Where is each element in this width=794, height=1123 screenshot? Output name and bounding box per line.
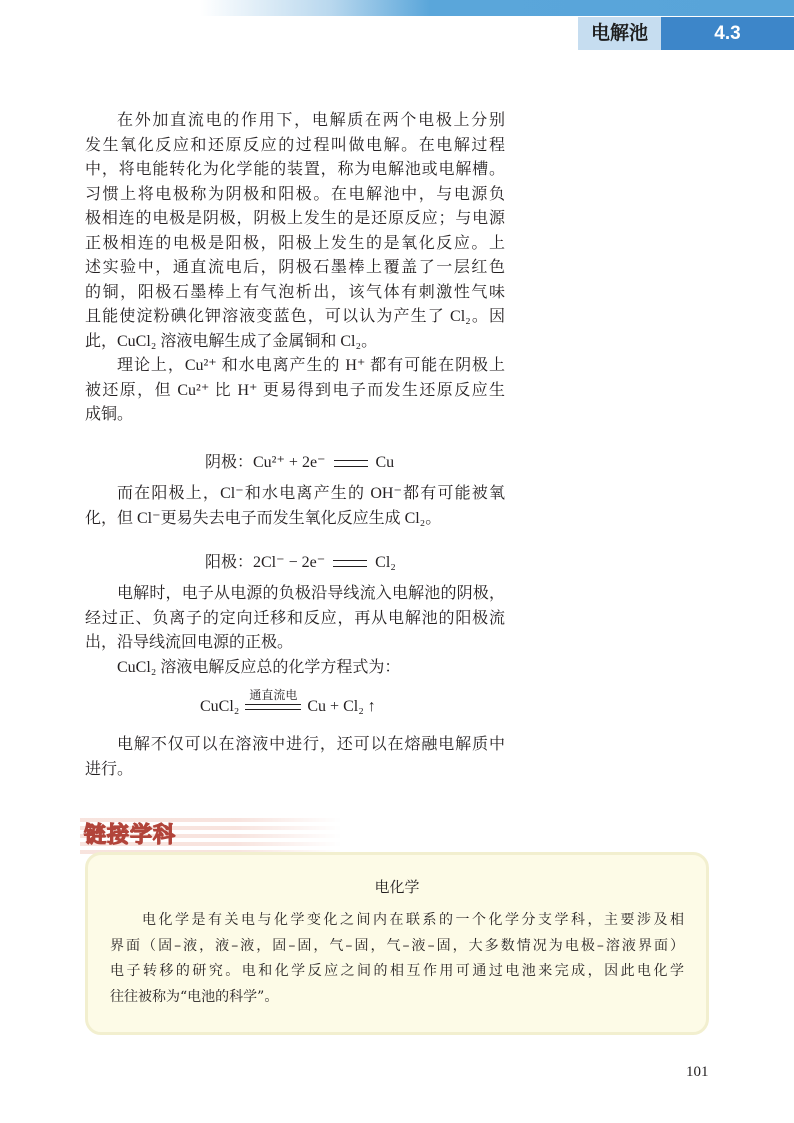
text-line: 习惯上将电极称为阴极和阳极。在电解池中，与电源负 — [85, 185, 505, 203]
text-line: 化，但 Cl⁻更易失去电子而发生氧化反应生成 Cl₂。 — [85, 509, 442, 527]
section-number: 4.3 — [661, 17, 794, 50]
text-line: 电子转移的研究。电和化学反应之间的相互作用可通过电池来完成，因此电化学 — [110, 963, 684, 979]
equation-right: Cu + Cl₂ ↑ — [307, 698, 376, 715]
text-line: 而在阳极上，Cl⁻和水电离产生的 OH⁻都有可能被氧 — [117, 485, 505, 502]
text-line: 的铜，阳极石墨棒上有气泡析出，该气体有刺激性气味 — [85, 283, 505, 301]
equation-left: CuCl₂ — [200, 698, 240, 715]
text-line: CuCl₂ 溶液电解反应总的化学方程式为： — [117, 658, 401, 676]
sidebar-banner-title: 链接学科 — [84, 823, 177, 848]
sidebar-title: 电化学 — [374, 878, 420, 896]
equation-left: 阳极：2Cl⁻ − 2e⁻ — [205, 554, 326, 571]
text-line: 此，CuCl₂ 溶液电解生成了金属铜和 Cl₂。 — [85, 332, 378, 350]
text-line: 进行。 — [85, 760, 134, 778]
text-line: 极相连的电极是阴极，阴极上发生的是还原反应；与电源 — [85, 210, 505, 227]
text-line: 经过正、负离子的定向迁移和反应，再从电解池的阳极流 — [85, 609, 505, 627]
equation-right: Cl₂ — [375, 554, 396, 571]
paragraph-anode — [85, 482, 505, 531]
equation-cathode — [205, 449, 394, 472]
text-line: 理论上，Cu²⁺ 和水电离产生的 H⁺ 都有可能在阴极上 — [117, 357, 505, 374]
equals-sign — [333, 560, 367, 567]
header-gradient-bar — [0, 0, 794, 16]
text-line: 且能使淀粉碘化钾溶液变蓝色，可以认为产生了 Cl₂。因 — [85, 308, 505, 325]
reaction-condition: 通直流电 — [249, 688, 298, 703]
equation-left: 阴极：Cu²⁺ + 2e⁻ — [205, 454, 326, 471]
paragraph-electrolysis-definition — [85, 109, 505, 428]
reaction-condition-sign — [245, 688, 301, 710]
equals-sign — [334, 460, 368, 467]
paragraph-electron-flow — [85, 582, 505, 680]
paragraph-molten — [85, 733, 505, 782]
equation-anode — [205, 549, 396, 572]
text-line: 述实验中，通直流电后，阴极石墨棒上覆盖了一层红色 — [85, 259, 505, 276]
text-line: 电化学是有关电与化学变化之间内在联系的一个化学分支学科，主要涉及相 — [142, 912, 684, 928]
text-line: 发生氧化反应和还原反应的过程叫做电解。在电解过程 — [85, 136, 505, 154]
text-line: 往往被称为“电池的科学”。 — [110, 988, 279, 1005]
equation-right: Cu — [375, 454, 395, 471]
text-line: 成铜。 — [85, 406, 134, 423]
text-line: 在外加直流电的作用下，电解质在两个电极上分别 — [117, 112, 505, 129]
equation-overall — [200, 688, 376, 716]
text-line: 电解时，电子从电源的负极沿导线流入电解池的阴极， — [117, 585, 505, 602]
sidebar-body — [110, 908, 684, 1010]
text-line: 电解不仅可以在溶液中进行，还可以在熔融电解质中 — [117, 736, 505, 753]
text-line: 被还原，但 Cu²⁺ 比 H⁺ 更易得到电子而发生还原反应生 — [85, 381, 505, 399]
text-line: 中，将电能转化为化学能的装置，称为电解池或电解槽。 — [85, 161, 505, 178]
section-title: 电解池 — [578, 17, 661, 50]
page-number: 101 — [686, 1064, 709, 1080]
text-line: 界面（固–液，液–液，固–固，气–固，气–液–固，大多数情况为电极–溶液界面） — [110, 937, 684, 954]
text-line: 正极相连的电极是阳极，阳极上发生的是氧化反应。上 — [85, 234, 505, 252]
text-line: 出，沿导线流回电源的正极。 — [85, 634, 294, 651]
